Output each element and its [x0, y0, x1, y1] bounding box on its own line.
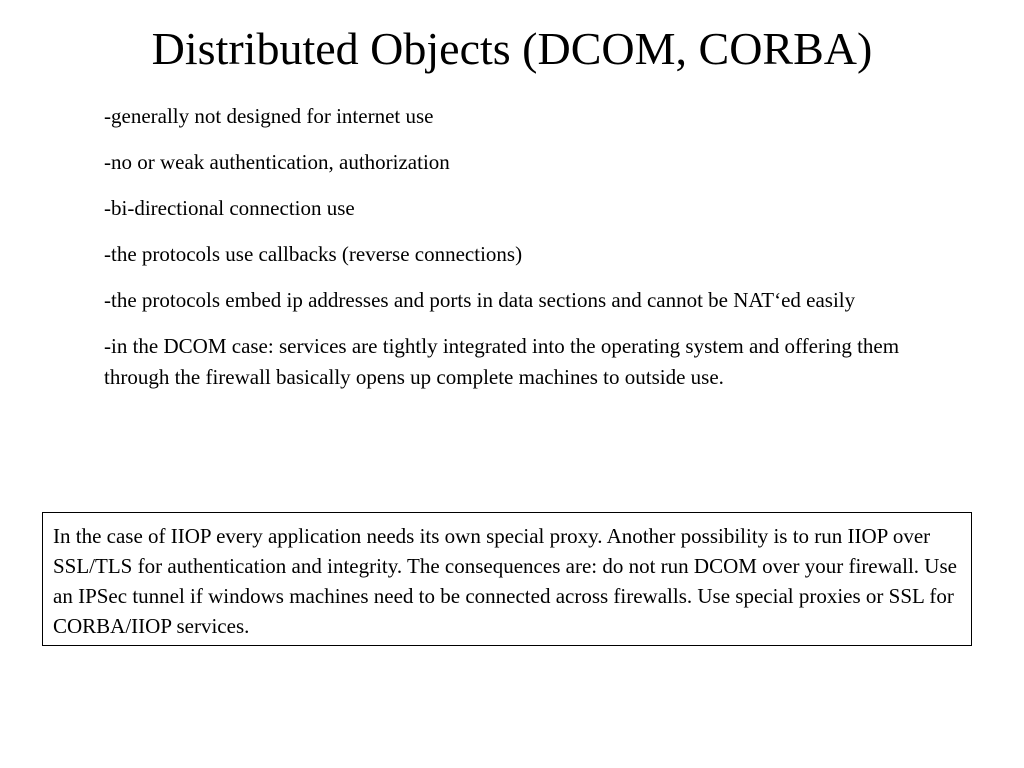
- bullet-item: -the protocols embed ip addresses and ports in data sections and cannot be NAT‘ed easily: [104, 288, 856, 312]
- bullet-item: -no or weak authentication, authorization: [104, 150, 450, 174]
- slide-title: Distributed Objects (DCOM, CORBA): [151, 23, 873, 74]
- bullet-item: -in the DCOM case: services are tightly integrated into the operating system and offering them through the firewall basically opens up complete machines to outside use.: [104, 334, 900, 389]
- bullet-item: -the protocols use callbacks (reverse connections): [104, 242, 523, 266]
- bullet-list: [104, 101, 944, 408]
- summary-note-box: In the case of IIOP every application needs its own special proxy. Another possibility is to run IIOP over SSL/TLS for authentication and integrity. The consequences are: do not run DCOM over your firewall. Use an IPSec tunnel if windows machines need to be connected across firewalls. Use special proxies or SSL for CORBA/IIOP services.: [42, 512, 972, 646]
- bullet-item: -generally not designed for internet use: [104, 104, 434, 128]
- bullet-item: -bi-directional connection use: [104, 196, 355, 220]
